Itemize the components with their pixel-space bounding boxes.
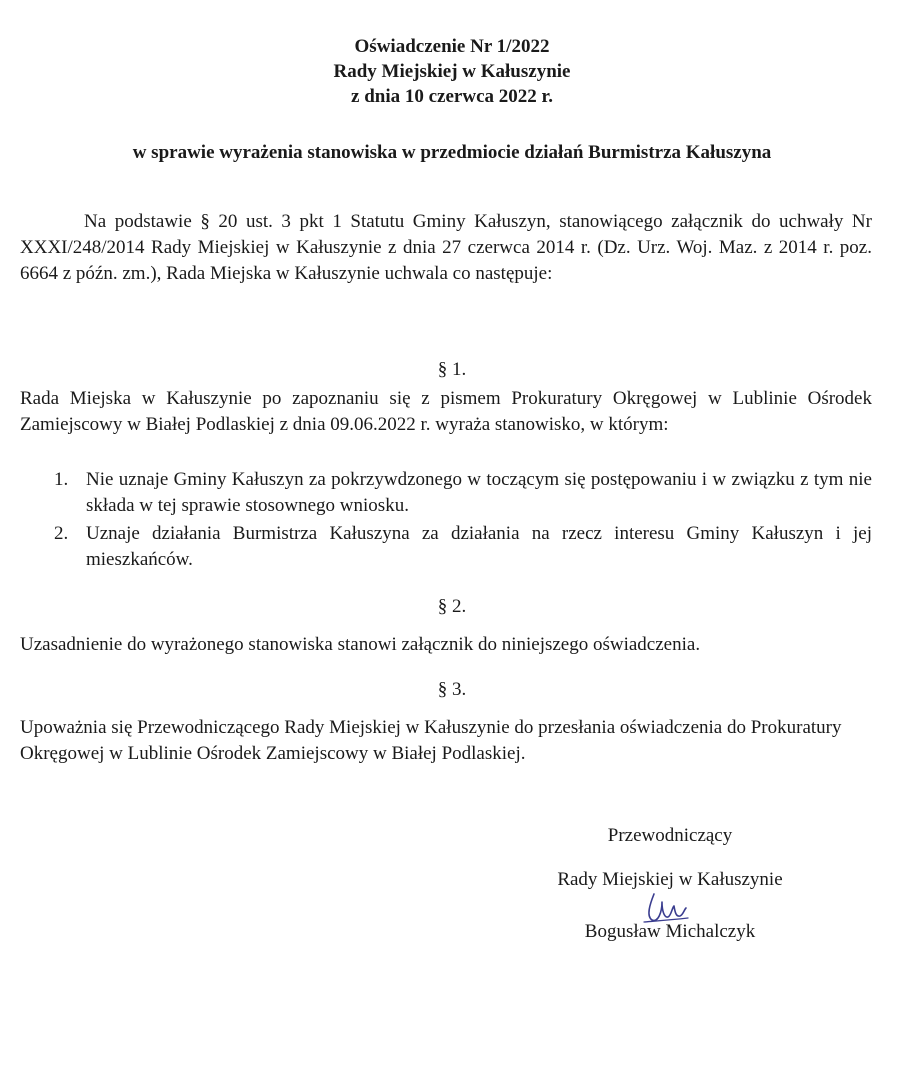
section-1-list [20,467,872,575]
signature-title: Przewodniczący [607,825,733,846]
list-item [20,521,872,573]
signature-body: Rady Miejskiej w Kałuszynie [557,869,783,890]
handwritten-signature [640,890,690,930]
header-date: z dnia 10 czerwca 2022 r. [351,86,553,107]
list-item-text: Uznaje działania Burmistrza Kałuszyna za działania na rzecz interesu Gminy Kałuszyn i jej mieszkańców. [86,523,872,570]
section-2-text: Uzasadnienie do wyrażonego stanowiska stanowi załącznik do niniejszego oświadczenia. [20,634,701,655]
section-1-mark: § 1. [437,359,467,380]
header-issuer: Rady Miejskiej w Kałuszynie [333,61,571,82]
list-item [20,467,872,519]
signature-name: Bogusław Michalczyk [584,921,756,942]
list-item-text: Nie uznaje Gminy Kałuszyn za pokrzywdzonego w toczącym się postępowaniu i w związku z tym nie składa w tej sprawie stosownego wniosku. [86,469,872,516]
intro-paragraph: Na podstawie § 20 ust. 3 pkt 1 Statutu Gminy Kałuszyn, stanowiącego załącznik do uchwały Nr XXXI/248/2014 Rady Miejskiej w Kałuszynie z dnia 27 czerwca 2014 r. (Dz. Urz. Woj. Maz. z 2014 r. poz. 6664 z późn. zm.), Rada Miejska w Kałuszynie uchwala co następuje: [20,211,872,284]
document-header [0,34,904,109]
document-subject: w sprawie wyrażenia stanowiska w przedmiocie działań Burmistrza Kałuszyna [132,142,772,163]
section-3-text: Upoważnia się Przewodniczącego Rady Miejskiej w Kałuszynie do przesłania oświadczenia do Prokuratury Okręgowej w Lublinie Ośrodek Zamiejscowy w Białej Podlaskiej. [20,717,842,764]
section-3-mark: § 3. [437,679,467,700]
list-item-number: 2. [54,523,69,544]
section-2-mark: § 2. [437,596,467,617]
list-item-number: 1. [54,469,69,490]
header-title: Oświadczenie Nr 1/2022 [354,36,550,57]
section-1-text: Rada Miejska w Kałuszynie po zapoznaniu się z pismem Prokuratury Okręgowej w Lublinie Ośrodek Zamiejscowy w Białej Podlaskiej z dnia 09.06.2022 r. wyraża stanowisko, w którym: [20,388,872,435]
